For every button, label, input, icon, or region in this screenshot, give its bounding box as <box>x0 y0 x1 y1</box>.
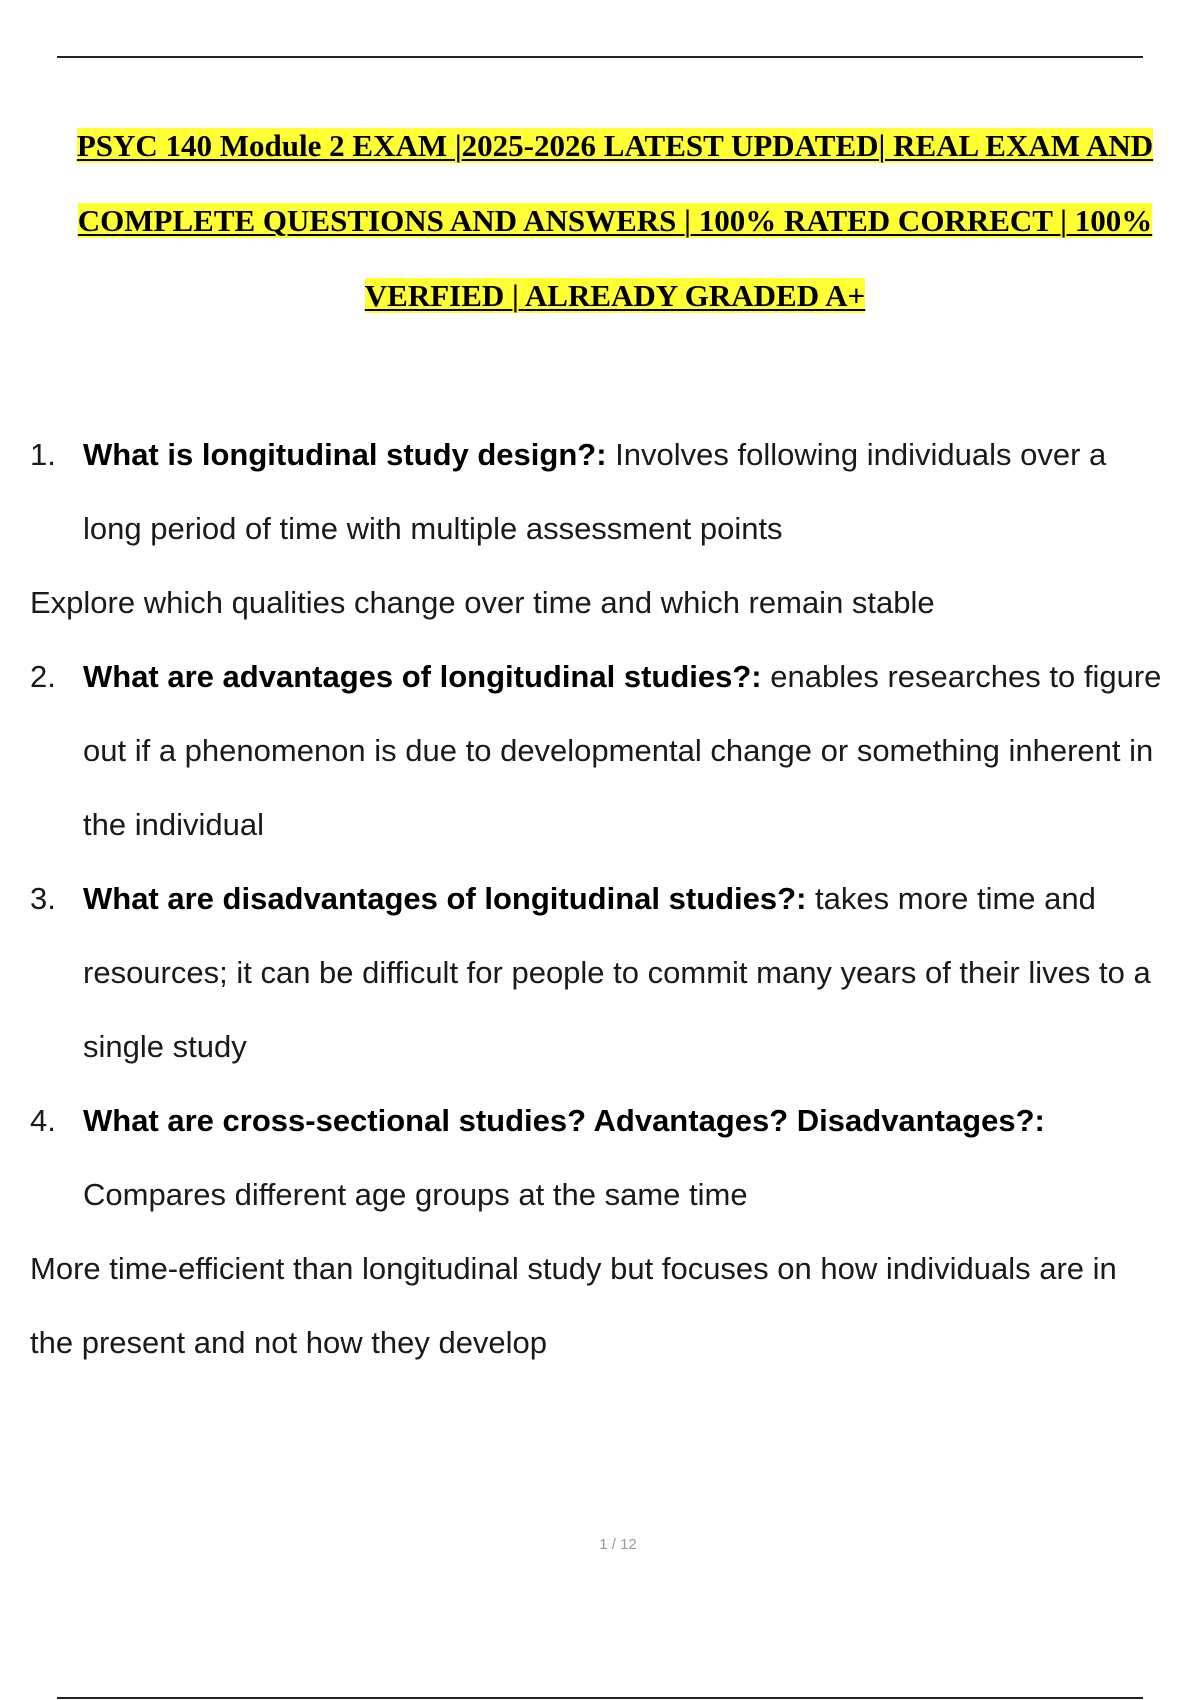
list-item <box>30 862 1195 936</box>
item-number: 1. <box>30 437 56 472</box>
item-answer-continued: long period of time with multiple assessment points <box>83 511 783 546</box>
top-rule <box>57 56 1143 58</box>
item-answer-continued: resources; it can be difficult for people to commit many years of their lives to a <box>83 955 1151 990</box>
item-note: More time-efficient than longitudinal study but focuses on how individuals are in <box>30 1251 1117 1286</box>
item-question: What are advantages of longitudinal studies?: <box>83 659 762 694</box>
item-answer-continued: the individual <box>83 807 264 842</box>
item-answer: Involves following individuals over a <box>606 437 1107 472</box>
item-number: 3. <box>30 881 56 916</box>
item-answer-continued: out if a phenomenon is due to developmental change or something inherent in <box>83 733 1154 768</box>
list-item <box>30 640 1195 714</box>
list-item <box>30 1084 1195 1158</box>
item-answer-continued: Compares different age groups at the same time <box>83 1177 748 1212</box>
title-line-3: VERFIED | ALREADY GRADED A+ <box>364 278 866 313</box>
question-list <box>30 418 1195 1380</box>
item-question: What is longitudinal study design?: <box>83 437 607 472</box>
page-indicator: 1 / 12 <box>599 1536 637 1553</box>
item-number: 2. <box>30 659 56 694</box>
item-answer: takes more time and <box>806 881 1096 916</box>
item-note: Explore which qualities change over time and which remain stable <box>30 585 935 620</box>
item-number: 4. <box>30 1103 56 1138</box>
bottom-rule <box>57 1697 1143 1699</box>
list-item <box>30 418 1195 492</box>
item-answer: enables researches to figure <box>761 659 1162 694</box>
item-question: What are disadvantages of longitudinal studies?: <box>83 881 807 916</box>
item-note: the present and not how they develop <box>30 1325 548 1360</box>
item-answer-continued: single study <box>83 1029 247 1064</box>
title-line-1: PSYC 140 Module 2 EXAM |2025-2026 LATEST UPDATED| REAL EXAM AND <box>76 128 1154 163</box>
document-title <box>40 108 1190 333</box>
title-line-2: COMPLETE QUESTIONS AND ANSWERS | 100% RATED CORRECT | 100% <box>77 203 1153 238</box>
item-question: What are cross-sectional studies? Advantages? Disadvantages?: <box>83 1103 1045 1138</box>
